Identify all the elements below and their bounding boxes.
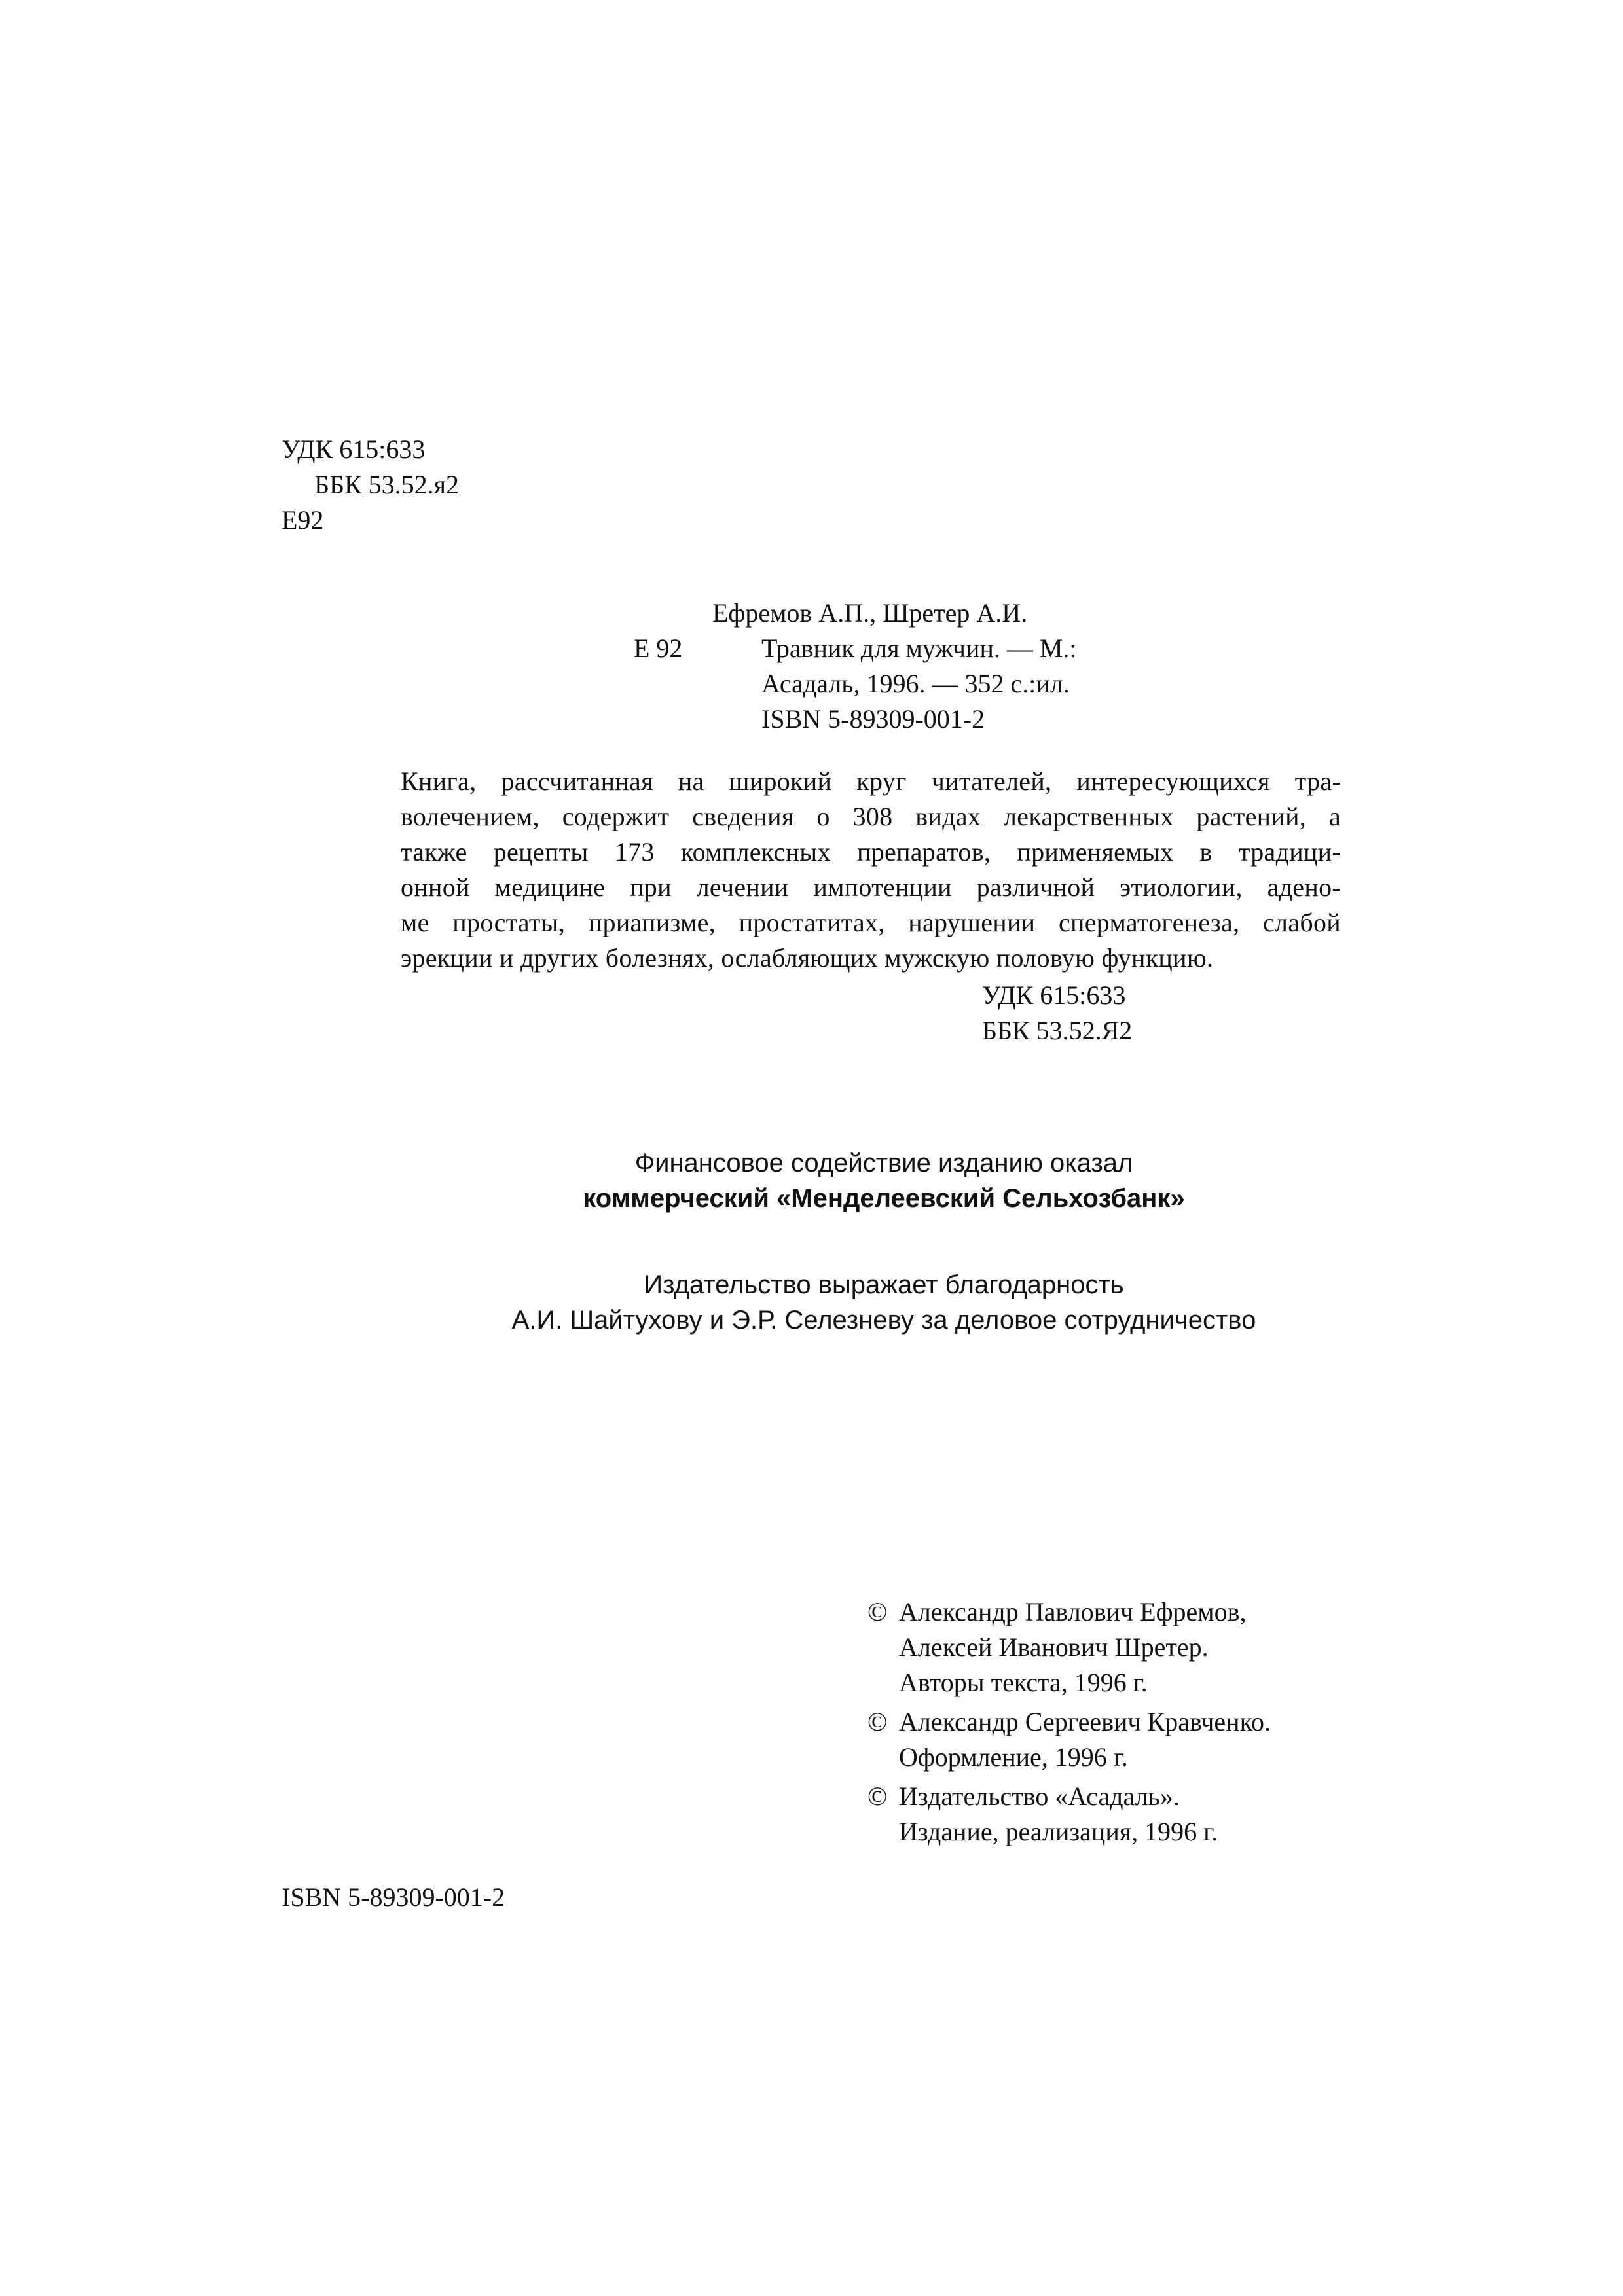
copyright-publisher (867, 1779, 1457, 1850)
annotation-line: ме простаты, приапизме, простатитах, нарушении сперматогенеза, слабой (401, 908, 1341, 937)
thanks-line-2: А.И. Шайтухову и Э.Р. Селезневу за деловое сотрудничество (511, 1306, 1256, 1335)
catalog-isbn: ISBN 5-89309-001-2 (761, 704, 985, 734)
annotation-line: также рецепты 173 комплексных препаратов, применяемых в традици- (401, 837, 1341, 867)
classification-udk: УДК 615:633 (982, 980, 1126, 1010)
copyright-line: Александр Павлович Ефремов, (899, 1597, 1247, 1626)
annotation (401, 764, 1341, 976)
copyright-line: Авторы текста, 1996 г. (899, 1668, 1148, 1697)
copyright-symbol: © (867, 1707, 888, 1736)
annotation-line: волечением, содержит сведения о 308 видах лекарственных растений, а (401, 802, 1341, 831)
copyright-line: Оформление, 1996 г. (899, 1742, 1128, 1772)
copyright-line: Издательство «Асадаль». (899, 1782, 1180, 1811)
copyright-symbol: © (867, 1597, 888, 1626)
header-code: Е92 (282, 505, 324, 535)
annotation-line: эрекции и других болезнях, ослабляющих мужскую половую функцию. (401, 943, 1214, 973)
catalog-authors: Ефремов А.П., Шретер А.И. (712, 598, 1028, 628)
catalog-code: Е 92 (634, 634, 683, 663)
footer-isbn: ISBN 5-89309-001-2 (282, 1882, 505, 1912)
classification-bbk: ББК 53.52.Я2 (982, 1016, 1133, 1045)
copyright-line: Издание, реализация, 1996 г. (899, 1817, 1218, 1846)
annotation-line: Книга, рассчитанная на широкий круг читателей, интересующихся тра- (401, 766, 1341, 796)
copyright-authors (867, 1594, 1457, 1700)
copyright-line: Александр Сергеевич Кравченко. (899, 1707, 1271, 1736)
copyright-line: Алексей Иванович Шретер. (899, 1632, 1209, 1662)
sponsor-line-1: Финансовое содействие изданию оказал (634, 1149, 1133, 1177)
copyright-design (867, 1704, 1457, 1775)
annotation-line: онной медицине при лечении импотенции различной этиологии, адено- (401, 872, 1341, 902)
header-bbk: ББК 53.52.я2 (314, 470, 460, 499)
sponsor-line-2: коммерческий «Менделеевский Сельхозбанк» (583, 1184, 1185, 1213)
catalog-imprint: Асадаль, 1996. — 352 с.:ил. (761, 669, 1070, 698)
copyright-symbol: © (867, 1782, 888, 1811)
catalog-title: Травник для мужчин. — М.: (761, 634, 1077, 663)
thanks-line-1: Издательство выражает благодарность (644, 1270, 1124, 1299)
header-udk: УДК 615:633 (282, 435, 426, 464)
